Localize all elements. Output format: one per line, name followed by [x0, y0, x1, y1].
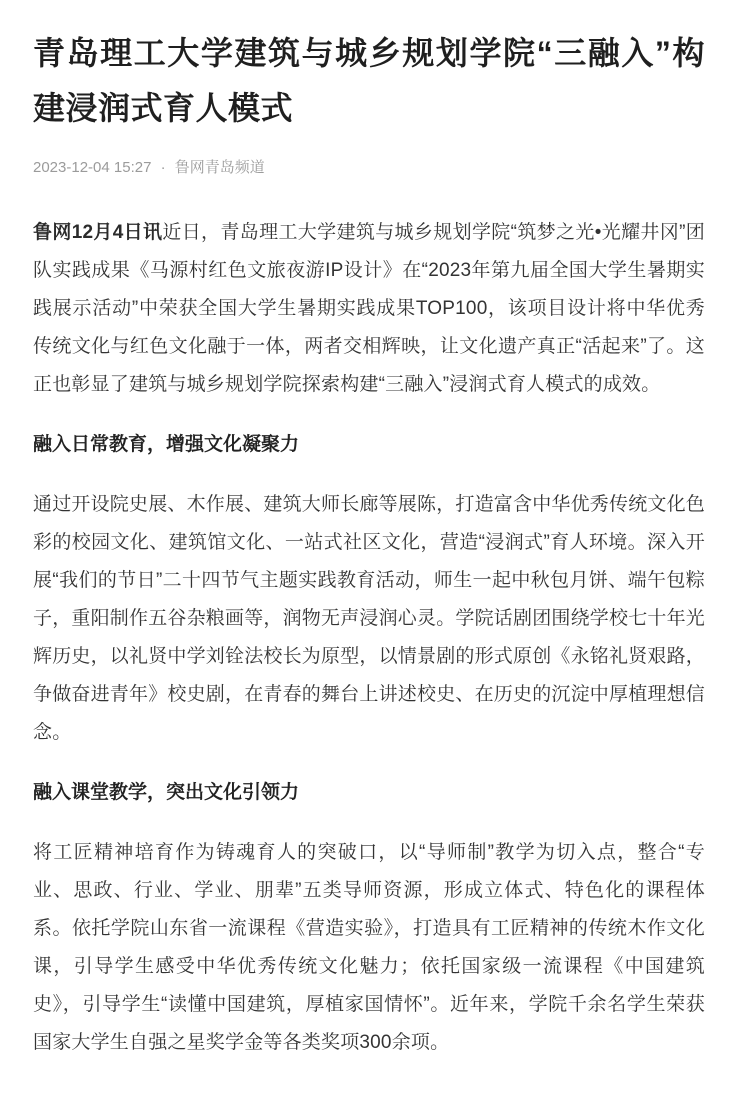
- source-channel: 鲁网青岛频道: [174, 159, 265, 176]
- article-title: 青岛理工大学建筑与城乡规划学院“三融入”构建浸润式育人模式: [33, 35, 705, 126]
- section2-paragraph: 将工匠精神培育作为铸魂育人的突破口，以“导师制”教学为切入点，整合“专业、思政、行业、学业、朋辈”五类导师资源，形成立体式、特色化的课程体系。依托学院山东省一流课程《营造实验》，打造具有工匠精神的传统木作文化课，引导学生感受中华优秀传统文化魅力；依托国家级一流课程《中国建筑史》，引导学生“读懂中国建筑，厚植家国情怀”。近年来，学院千余名学生荣获国家大学生自强之星奖学金等各类奖项300余项。: [33, 842, 705, 1053]
- article-meta: [33, 158, 705, 178]
- section2-heading: 融入课堂教学，突出文化引领力: [33, 782, 300, 803]
- section1-heading: 融入日常教育，增强文化凝聚力: [33, 434, 300, 455]
- intro-paragraph: [33, 214, 705, 404]
- section1-paragraph: 通过开设院史展、木作展、建筑大师长廊等展陈，打造富含中华优秀传统文化色彩的校园文化、建筑馆文化、一站式社区文化，营造“浸润式”育人环境。深入开展“我们的节日”二十四节气主题实践教育活动，师生一起中秋包月饼、端午包粽子，重阳制作五谷杂粮画等，润物无声浸润心灵。学院话剧团围绕学校七十年光辉历史，以礼贤中学刘铨法校长为原型，以情景剧的形式原创《永铭礼贤艰路，争做奋进青年》校史剧，在青春的舞台上讲述校史、在历史的沉淀中厚植理想信念。: [33, 494, 706, 743]
- publish-datetime: 2023-12-04 15:27: [33, 159, 152, 176]
- intro-text: 近日，青岛理工大学建筑与城乡规划学院“筑梦之光•光耀井冈”团队实践成果《马源村红色文旅夜游IP设计》在“2023年第九届全国大学生暑期实践展示活动”中荣获全国大学生暑期实践成果TOP100，该项目设计将中华优秀传统文化与红色文化融于一体，两者交相辉映，让文化遗产真正“活起来”了。这正也彰显了建筑与城乡规划学院探索构建“三融入”浸润式育人模式的成效。: [33, 222, 705, 395]
- intro-lead: 鲁网12月4日讯: [33, 222, 163, 243]
- meta-separator: ·: [160, 159, 166, 176]
